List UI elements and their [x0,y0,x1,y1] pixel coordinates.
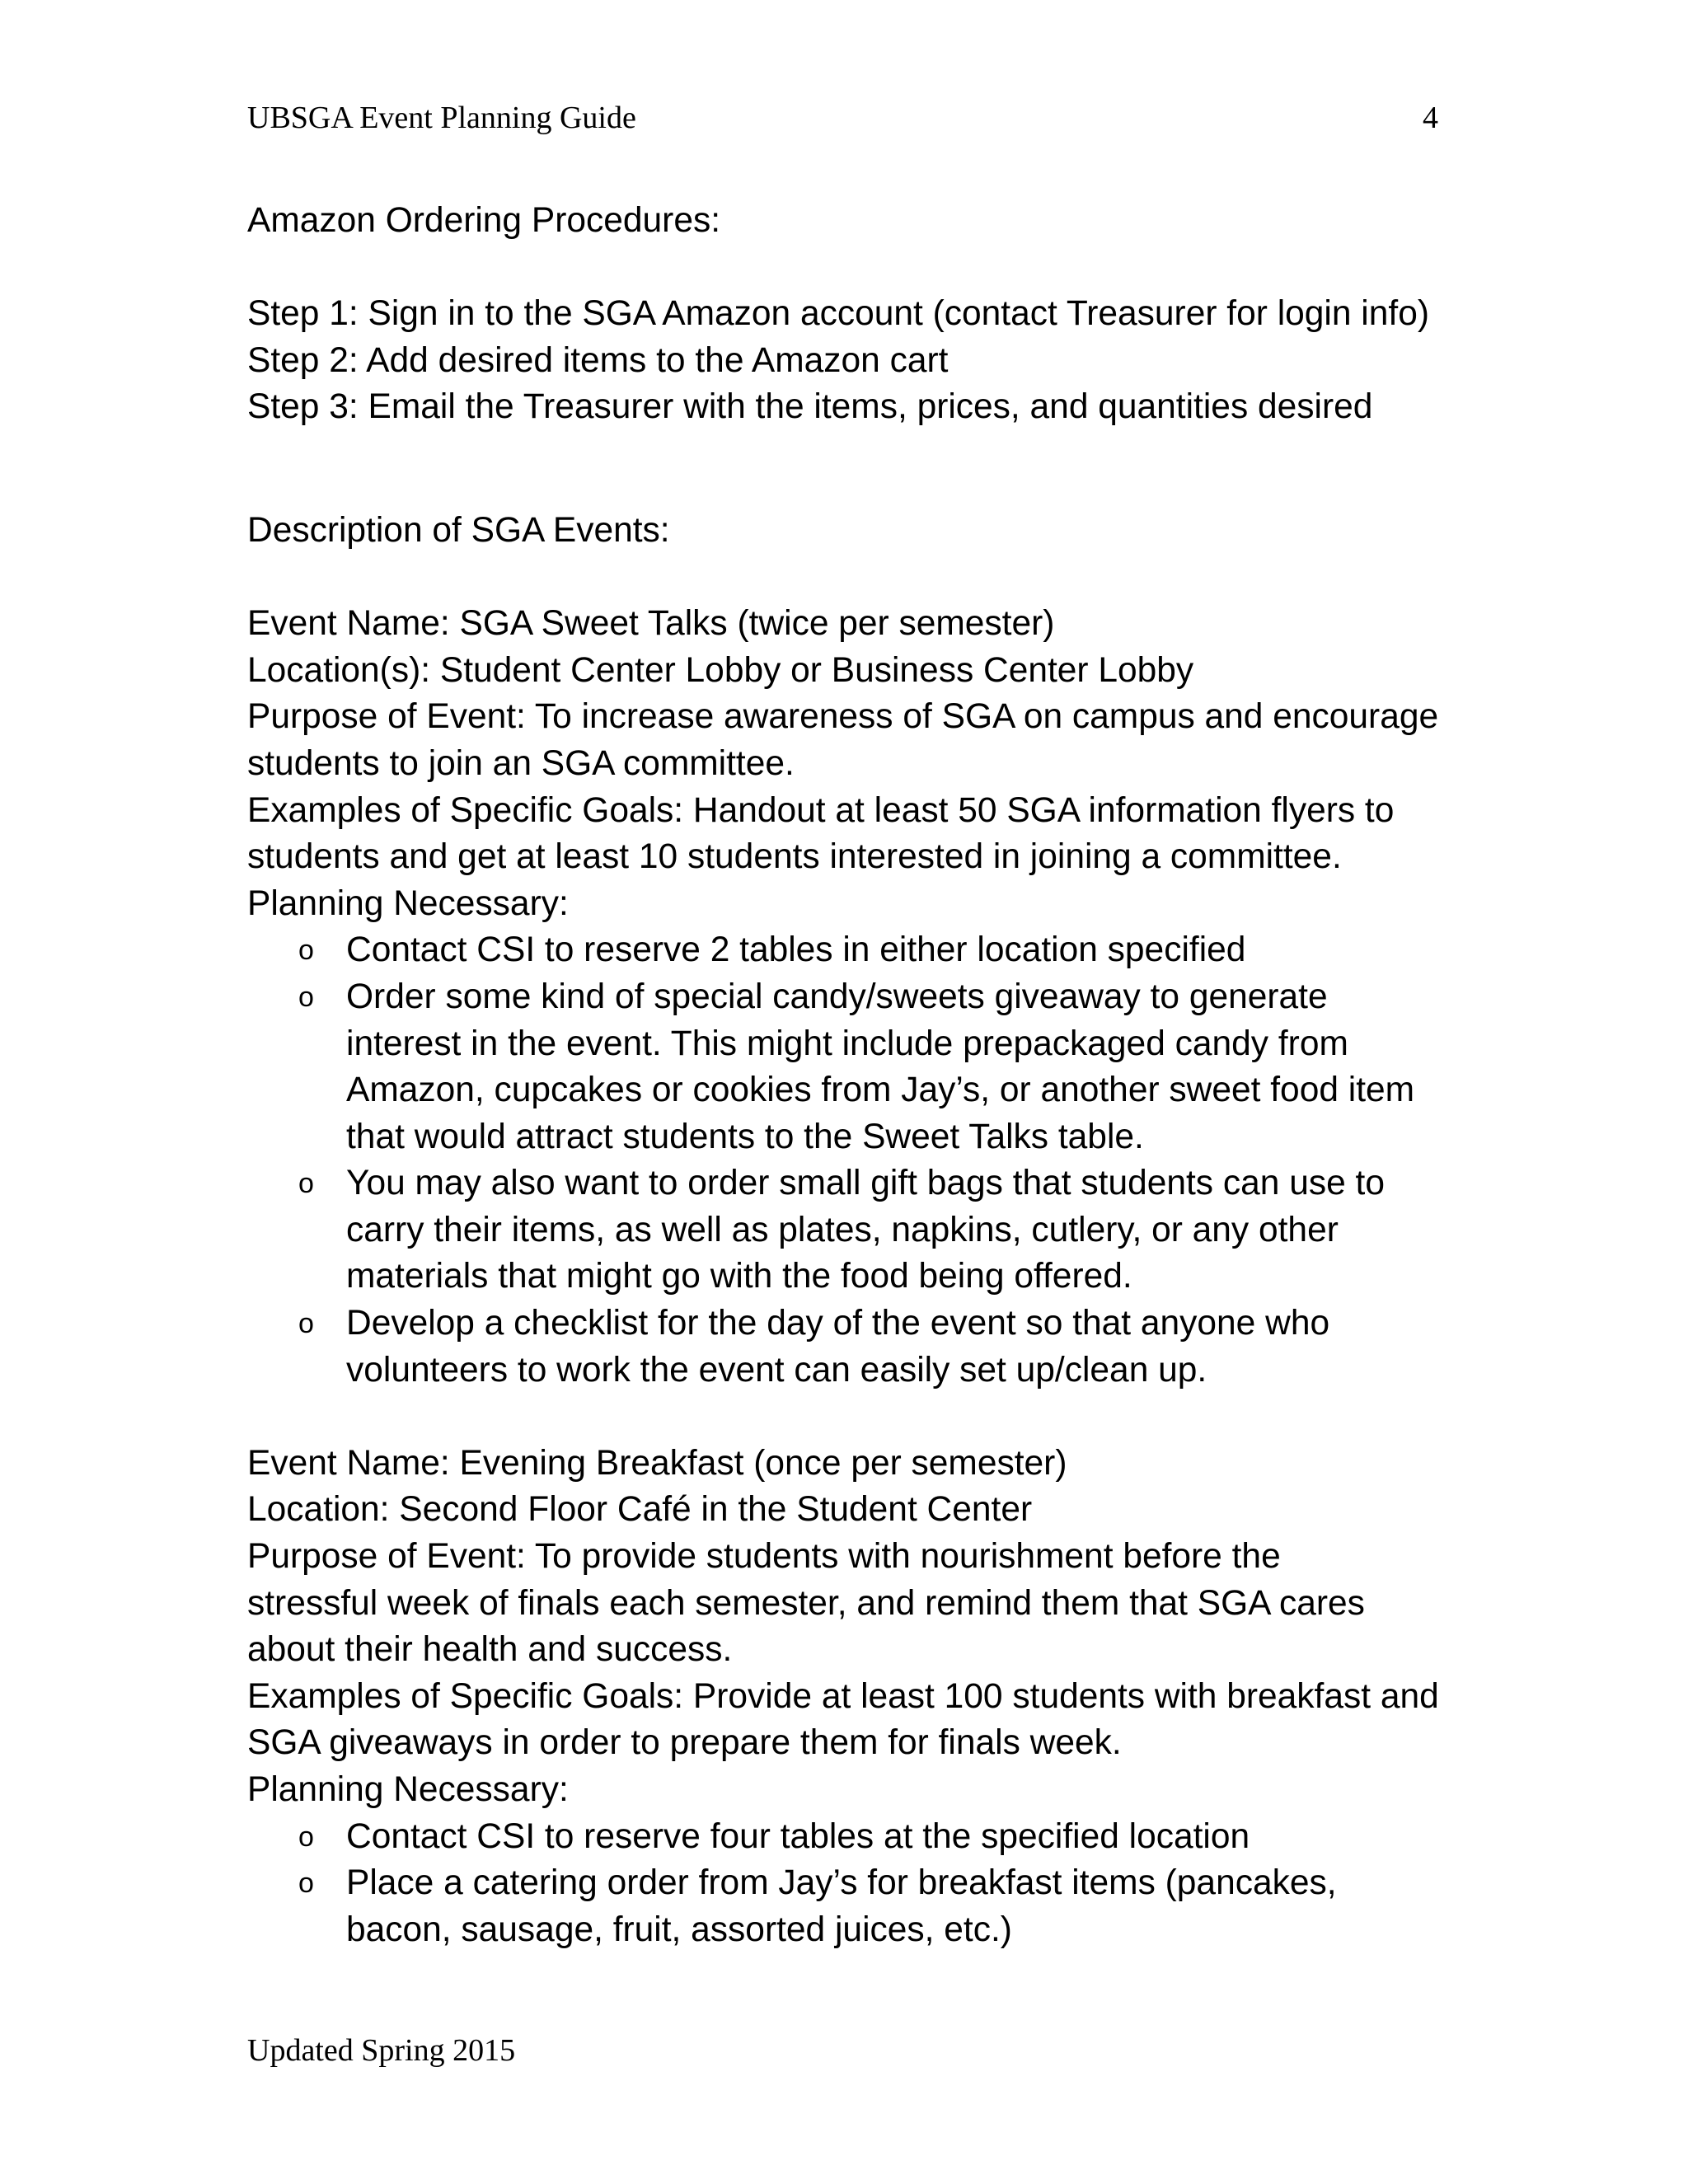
planning-list [247,1814,1451,1954]
planning-label: Planning Necessary: [247,883,569,923]
event-goals: SGA giveaways in order to prepare them for finals week. [247,1723,1122,1763]
amazon-heading: Amazon Ordering Procedures: [247,201,721,240]
event-purpose: stressful week of finals each semester, and remind them that SGA cares [247,1583,1365,1623]
list-item-text: bacon, sausage, fruit, assorted juices, etc.) [346,1910,1012,1949]
page-footer: Updated Spring 2015 [247,2033,516,2068]
amazon-step: Step 2: Add desired items to the Amazon cart [247,340,949,380]
list-item [247,1160,1451,1301]
bullet-marker: o [298,1821,314,1853]
event-section [247,601,1451,1394]
amazon-step: Step 1: Sign in to the SGA Amazon account (contact Treasurer for login info) [247,294,1429,334]
list-item-text: Contact CSI to reserve four tables at the specified location [346,1816,1250,1856]
list-item-text: volunteers to work the event can easily set up/clean up. [346,1350,1207,1390]
list-item-text: interest in the event. This might include prepackaged candy from [346,1024,1348,1063]
event-purpose: about their health and success. [247,1630,733,1670]
list-item [247,974,1451,1160]
planning-list [247,927,1451,1394]
bullet-marker: o [298,1168,314,1200]
list-item-text: Place a catering order from Jay’s for breakfast items (pancakes, [346,1863,1337,1903]
page-number: 4 [1423,101,1438,135]
list-item [247,1301,1451,1394]
list-item-text: Contact CSI to reserve 2 tables in either location specified [346,930,1246,970]
event-section [247,1441,1451,1954]
event-name: Event Name: Evening Breakfast (once per semester) [247,1443,1067,1483]
bullet-marker: o [298,981,314,1013]
bullet-marker: o [298,1308,314,1340]
amazon-steps [247,291,1451,431]
event-location: Location: Second Floor Café in the Student Center [247,1490,1033,1530]
event-goals: students and get at least 10 students interested in joining a committee. [247,837,1342,877]
event-purpose: students to join an SGA committee. [247,743,795,783]
document-title: UBSGA Event Planning Guide [247,101,636,135]
event-goals: Examples of Specific Goals: Handout at least 50 SGA information flyers to [247,790,1395,830]
events-heading: Description of SGA Events: [247,510,670,550]
list-item-text: that would attract students to the Sweet Talks table. [346,1117,1144,1156]
bullet-marker: o [298,1868,314,1900]
list-item-text: Develop a checklist for the day of the event so that anyone who [346,1304,1330,1343]
page-body [247,198,1451,1953]
list-item-text: materials that might go with the food being offered. [346,1257,1132,1296]
list-item [247,1860,1451,1953]
event-goals: Examples of Specific Goals: Provide at least 100 students with breakfast and [247,1676,1439,1716]
list-item-text: You may also want to order small gift bags that students can use to [346,1164,1385,1203]
list-item [247,927,1451,974]
list-item-text: carry their items, as well as plates, napkins, cutlery, or any other [346,1210,1339,1249]
event-purpose: Purpose of Event: To provide students with nourishment before the [247,1537,1281,1577]
list-item-text: Amazon, cupcakes or cookies from Jay’s, or another sweet food item [346,1071,1415,1110]
bullet-marker: o [298,935,314,967]
event-name: Event Name: SGA Sweet Talks (twice per semester) [247,604,1055,644]
planning-label: Planning Necessary: [247,1770,569,1809]
list-item-text: Order some kind of special candy/sweets giveaway to generate [346,977,1328,1016]
amazon-step: Step 3: Email the Treasurer with the items, prices, and quantities desired [247,387,1373,427]
list-item [247,1814,1451,1861]
event-purpose: Purpose of Event: To increase awareness of SGA on campus and encourage [247,697,1439,737]
event-location: Location(s): Student Center Lobby or Business Center Lobby [247,650,1194,690]
